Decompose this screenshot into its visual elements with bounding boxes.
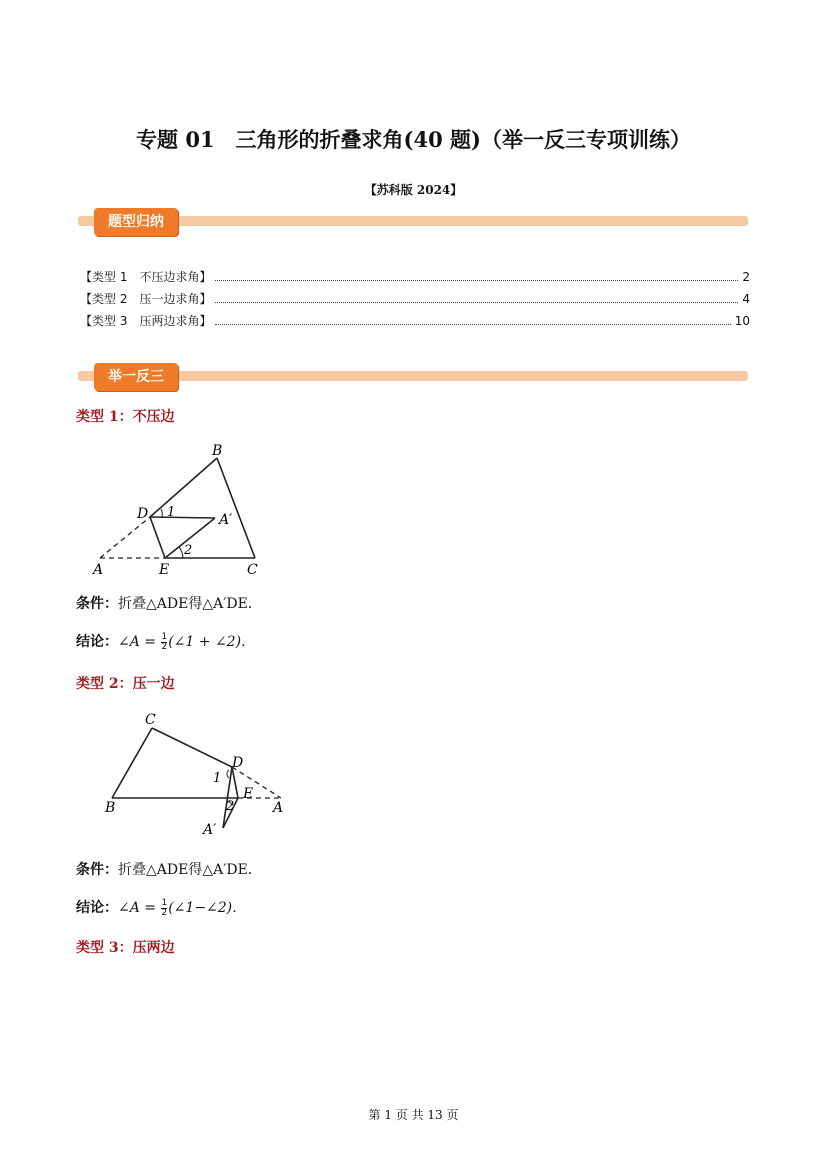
segment-BC xyxy=(217,458,255,558)
document-title: 专题 01 三角形的折叠求角(40 题)（举一反三专项训练） xyxy=(136,127,691,152)
label-C: C xyxy=(145,712,156,728)
segment-DB xyxy=(150,458,217,517)
fraction-numerator: 1 xyxy=(161,897,168,908)
type2-figure xyxy=(95,708,295,843)
angle-arc-2 xyxy=(179,547,183,558)
angle-arc-1 xyxy=(227,770,229,778)
label-angle-1: 1 xyxy=(213,771,222,786)
conclusion-label: 结论： xyxy=(76,900,118,916)
label-B: B xyxy=(212,443,223,459)
segment-CB xyxy=(112,728,152,798)
label-angle-1: 1 xyxy=(167,505,176,520)
type1-condition xyxy=(76,593,262,613)
condition-label: 条件： xyxy=(76,596,118,612)
label-C: C xyxy=(247,562,258,578)
label-A: A xyxy=(93,562,104,578)
toc-leader xyxy=(215,302,738,303)
fraction-half xyxy=(161,633,167,652)
type3-heading: 类型 3：压两边 xyxy=(76,940,175,956)
label-angle-2: 2 xyxy=(226,799,235,814)
type2-condition xyxy=(76,859,262,879)
toc-leader xyxy=(215,280,738,281)
section-band-summary xyxy=(78,216,748,226)
type1-conclusion xyxy=(76,631,255,652)
segment-DE xyxy=(150,517,165,558)
type1-figure xyxy=(85,438,275,583)
label-E: E xyxy=(243,786,254,802)
toc-item-page: 2 xyxy=(742,270,750,284)
type2-conclusion xyxy=(76,897,246,918)
toc-item-2[interactable] xyxy=(80,290,750,310)
condition-text: 折叠△ADE得△A′DE． xyxy=(118,862,262,878)
condition-label: 条件： xyxy=(76,862,118,878)
fraction-denominator: 2 xyxy=(161,641,168,652)
conclusion-lhs: ∠A = xyxy=(118,900,157,916)
toc-item-page: 10 xyxy=(734,314,750,328)
section-tag-summary: 题型归纳 xyxy=(94,208,178,236)
type1-heading: 类型 1：不压边 xyxy=(76,409,175,425)
label-A: A xyxy=(273,800,284,816)
page-footer: 第 1 页 共 13 页 xyxy=(368,1108,459,1122)
segment-DA-prime xyxy=(150,517,215,518)
angle-arc-1 xyxy=(161,509,162,517)
section-tag-examples: 举一反三 xyxy=(94,363,178,391)
toc-item-page: 4 xyxy=(742,292,750,306)
toc-item-label: 【类型 2 压一边求角】 xyxy=(80,292,212,306)
label-angle-2: 2 xyxy=(184,543,193,558)
label-D: D xyxy=(137,506,149,522)
section-band-examples xyxy=(78,371,748,381)
segment-CD xyxy=(152,728,232,767)
condition-text: 折叠△ADE得△A′DE． xyxy=(118,596,262,612)
fraction-numerator: 1 xyxy=(161,631,168,642)
toc-item-1[interactable] xyxy=(80,268,750,288)
type2-heading: 类型 2：压一边 xyxy=(76,676,175,692)
edition-label: 【苏科版 2024】 xyxy=(364,183,463,197)
fraction-half xyxy=(161,899,167,918)
segment-DE xyxy=(232,767,238,798)
conclusion-rhs: (∠1 + ∠2)． xyxy=(168,634,256,650)
fold-line-DA xyxy=(232,767,281,798)
conclusion-rhs: (∠1−∠2)． xyxy=(168,900,247,916)
fraction-denominator: 2 xyxy=(161,907,168,918)
label-B: B xyxy=(105,800,116,816)
label-E: E xyxy=(159,562,170,578)
label-A-prime: A′ xyxy=(219,512,233,528)
label-D: D xyxy=(232,755,244,771)
fold-line-AD xyxy=(100,517,150,558)
label-A-prime: A′ xyxy=(203,822,217,838)
conclusion-label: 结论： xyxy=(76,634,118,650)
toc-item-3[interactable] xyxy=(80,312,750,332)
toc-item-label: 【类型 3 压两边求角】 xyxy=(80,314,212,328)
toc-leader xyxy=(215,324,730,325)
conclusion-lhs: ∠A = xyxy=(118,634,157,650)
toc-item-label: 【类型 1 不压边求角】 xyxy=(80,270,212,284)
